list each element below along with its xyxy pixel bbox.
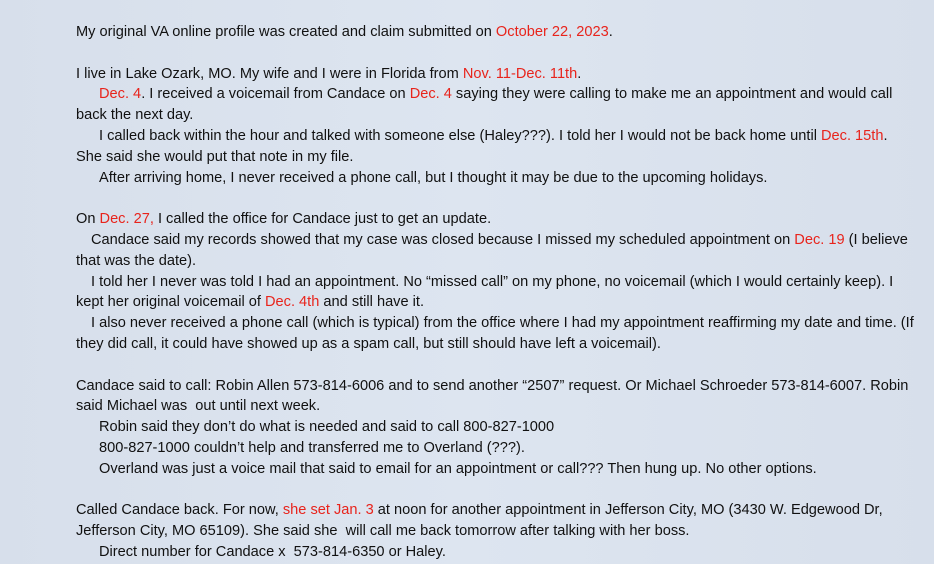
line-voicemail-dec4 bbox=[76, 84, 914, 126]
text: at noon for another appointment in Jefferson City, MO (3430 W. Edgewood Dr, Jefferson City, MO 65109). She said she will call me back tomorrow after talking with her boss. bbox=[76, 502, 887, 540]
text: (I believe that was the date). bbox=[76, 231, 912, 269]
text: . She said she would put that note in my file. bbox=[76, 127, 892, 165]
text: I called back within the hour and talked with someone else (Haley???). I told her I would not be back home until bbox=[99, 127, 821, 144]
line-robin-said: Robin said they don’t do what is needed and said to call 800-827-1000 bbox=[99, 419, 555, 436]
paragraph-gap bbox=[76, 43, 914, 64]
text: . bbox=[577, 65, 582, 82]
line-robin-michael: Candace said to call: Robin Allen 573-814-6006 and to send another “2507” request. Or Michael Schroeder 573-814-6007. Robin said Michael was out until next week. bbox=[76, 377, 913, 415]
paragraph-florida-trip bbox=[76, 64, 914, 189]
date-highlight: Dec. 4 bbox=[99, 86, 142, 103]
date-highlight: Dec. 4th bbox=[265, 294, 320, 311]
line-no-phone-call: I also never received a phone call (which is typical) from the office where I had my appointment reaffirming my date and time. (If they did call, it could have showed up as a spam call, but still should have left a voicemail). bbox=[76, 315, 918, 352]
date-highlight: Dec. 27, bbox=[99, 211, 154, 228]
paragraph-contacts bbox=[76, 376, 914, 480]
text: . I received a voicemail from Candace on bbox=[141, 86, 410, 103]
text: . bbox=[608, 24, 613, 40]
text: Called Candace back. For now, bbox=[76, 502, 283, 519]
date-highlight: she set Jan. 3 bbox=[282, 502, 374, 519]
line-lake-ozark bbox=[76, 64, 914, 85]
text: I told her I never was told I had an appointment. No “missed call” on my phone, no voicemail (which I would certainly keep). I kept her original voicemail of bbox=[76, 273, 898, 311]
text: I live in Lake Ozark, MO. My wife and I were in Florida from bbox=[76, 65, 463, 82]
line-dec27 bbox=[76, 209, 914, 230]
line-transferred: 800-827-1000 couldn’t help and transferred me to Overland (???). bbox=[99, 439, 525, 456]
date-highlight: Nov. 11-Dec. 11th bbox=[462, 65, 578, 82]
paragraph-dec27-call bbox=[76, 209, 918, 355]
line-case-closed bbox=[76, 230, 914, 272]
line-arriving-home: After arriving home, I never received a phone call, but I thought it may be due to the upcoming holidays. bbox=[99, 169, 768, 186]
line-overland: Overland was just a voice mail that said to email for an appointment or call??? Then hung up. No other options. bbox=[99, 460, 817, 477]
paragraph-new-appointment bbox=[76, 500, 914, 562]
paragraph-gap bbox=[76, 480, 914, 501]
text: My original VA online profile was created and claim submitted on bbox=[76, 24, 496, 40]
date-highlight: October 22, 2023 bbox=[495, 24, 609, 40]
text: saying they were calling to make me an appointment and would call back the next day. bbox=[76, 86, 897, 124]
line-never-told bbox=[76, 272, 914, 314]
paragraph-profile-created bbox=[76, 22, 914, 43]
text: Candace said my records showed that my case was closed because I missed my scheduled appointment on bbox=[91, 231, 795, 248]
line-called-candace-back bbox=[76, 500, 914, 542]
text: and still have it. bbox=[319, 294, 425, 311]
date-highlight: Dec. 4 bbox=[409, 86, 452, 103]
line-profile-created bbox=[76, 22, 914, 43]
paragraph-gap bbox=[76, 188, 914, 209]
text: I called the office for Candace just to get an update. bbox=[153, 211, 492, 228]
paragraph-gap bbox=[76, 355, 914, 376]
date-highlight: Dec. 19 bbox=[794, 231, 845, 248]
line-called-back bbox=[76, 126, 914, 168]
line-direct-number: Direct number for Candace x 573-814-6350 or Haley. bbox=[99, 543, 446, 560]
text: On bbox=[76, 211, 100, 228]
date-highlight: Dec. 15th bbox=[821, 127, 884, 144]
